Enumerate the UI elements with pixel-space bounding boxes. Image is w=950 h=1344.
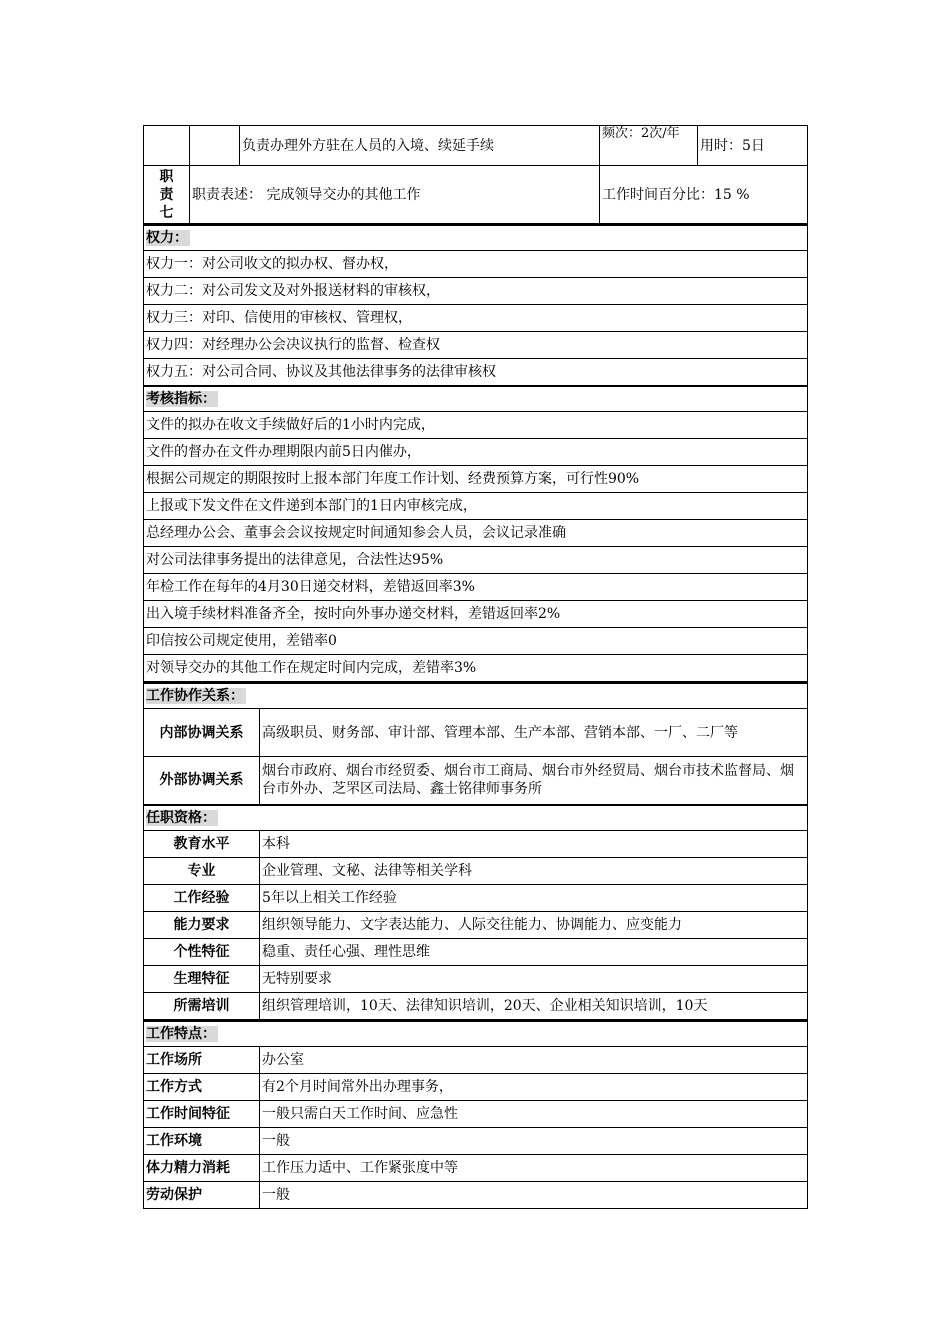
qualification-value: 本科 (260, 830, 808, 857)
kpi-item: 对公司法律事务提出的法律意见，合法性达95% (144, 547, 808, 574)
powers-section-title (144, 225, 808, 251)
power-item: 权力五：对公司合同、协议及其他法律事务的法律审核权 (144, 359, 808, 387)
kpi-item: 印信按公司规定使用，差错率0 (144, 628, 808, 655)
relations-qualifications-table (143, 682, 808, 1020)
kpi-item: 出入境手续材料准备齐全，按时向外事办递交材料，差错返回率2% (144, 601, 808, 628)
internal-relations-value: 高级职员、财务部、审计部、管理本部、生产本部、营销本部、一厂、二厂等 (260, 709, 808, 757)
power-item: 权力一：对公司收文的拟办权、督办权， (144, 251, 808, 278)
external-relations-label: 外部协调关系 (144, 757, 260, 805)
relations-title-text: 工作协作关系： (146, 688, 244, 704)
qualification-value: 组织领导能力、文字表达能力、人际交往能力、协调能力、应变能力 (260, 911, 808, 938)
power-item: 权力四：对经理办公会决议执行的监督、检查权 (144, 332, 808, 359)
qualification-label: 生理特征 (144, 965, 260, 992)
feature-value: 工作压力适中、工作紧张度中等 (260, 1154, 808, 1181)
duty-number-cell (144, 126, 190, 166)
kpi-item: 上报或下发文件在文件递到本部门的1日内审核完成， (144, 493, 808, 520)
feature-label: 工作方式 (144, 1073, 260, 1100)
qualification-label: 能力要求 (144, 911, 260, 938)
kpi-item: 根据公司规定的期限按时上报本部门年度工作计划、经费预算方案，可行性90% (144, 466, 808, 493)
qualification-label: 个性特征 (144, 938, 260, 965)
qualification-value: 企业管理、文秘、法律等相关学科 (260, 857, 808, 884)
kpi-section-title (144, 386, 808, 412)
duty7-label-char: 责 (159, 186, 174, 203)
time-used-cell: 用时：5日 (698, 126, 808, 166)
feature-value: 有2个月时间常外出办理事务， (260, 1073, 808, 1100)
relations-section-title (144, 683, 808, 709)
kpi-item: 文件的拟办在收文手续做好后的1小时内完成， (144, 412, 808, 439)
feature-label: 工作时间特征 (144, 1100, 260, 1127)
kpi-item: 对领导交办的其他工作在规定时间内完成，差错率3% (144, 655, 808, 682)
duty-text: 负责办理外方驻在人员的入境、续延手续 (240, 126, 600, 166)
powers-kpi-table (143, 224, 808, 682)
feature-value: 一般 (260, 1127, 808, 1154)
frequency-cell: 频次：2次/年 (600, 126, 698, 166)
qualification-value: 无特别要求 (260, 965, 808, 992)
duty7-label-char: 职 (159, 168, 174, 185)
qualifications-title-text: 任职资格： (146, 809, 216, 826)
duty-sub-cell (190, 126, 240, 166)
features-section-title (144, 1021, 808, 1047)
external-relations-value: 烟台市政府、烟台市经贸委、烟台市工商局、烟台市外经贸局、烟台市技术监督局、烟台市外办、芝罘区司法局、鑫士铭律师事务所 (260, 757, 808, 805)
qualification-value: 稳重、责任心强、理性思维 (260, 938, 808, 965)
kpi-title-text: 考核指标： (146, 391, 216, 407)
duty7-percentage: 工作时间百分比：15 % (600, 166, 808, 224)
qualification-value: 组织管理培训，10天、法律知识培训，20天、企业相关知识培训，10天 (260, 992, 808, 1019)
duty7-description: 职责表述： 完成领导交办的其他工作 (190, 166, 600, 224)
duty7-label (144, 166, 190, 224)
feature-label: 工作环境 (144, 1127, 260, 1154)
features-title-text: 工作特点： (146, 1025, 216, 1042)
feature-label: 工作场所 (144, 1046, 260, 1073)
duty-table (143, 125, 808, 224)
qualification-value: 5年以上相关工作经验 (260, 884, 808, 911)
job-description-table (143, 125, 807, 1209)
internal-relations-label: 内部协调关系 (144, 709, 260, 757)
qualification-label: 教育水平 (144, 830, 260, 857)
feature-value: 办公室 (260, 1046, 808, 1073)
kpi-item: 年检工作在每年的4月30日递交材料，差错返回率3% (144, 574, 808, 601)
kpi-item: 总经理办公会、董事会会议按规定时间通知参会人员，会议记录准确 (144, 520, 808, 547)
powers-title-text: 权力： (146, 230, 188, 246)
feature-label: 劳动保护 (144, 1181, 260, 1208)
qualification-label: 专业 (144, 857, 260, 884)
power-item: 权力三：对印、信使用的审核权、管理权， (144, 305, 808, 332)
feature-value: 一般 (260, 1181, 808, 1208)
power-item: 权力二：对公司发文及对外报送材料的审核权， (144, 278, 808, 305)
feature-label: 体力精力消耗 (144, 1154, 260, 1181)
kpi-item: 文件的督办在文件办理期限内前5日内催办， (144, 439, 808, 466)
work-features-table (143, 1020, 808, 1209)
duty7-label-char: 七 (159, 204, 174, 221)
qualification-label: 所需培训 (144, 992, 260, 1019)
feature-value: 一般只需白天工作时间、应急性 (260, 1100, 808, 1127)
qualification-label: 工作经验 (144, 884, 260, 911)
qualifications-section-title (144, 805, 808, 831)
